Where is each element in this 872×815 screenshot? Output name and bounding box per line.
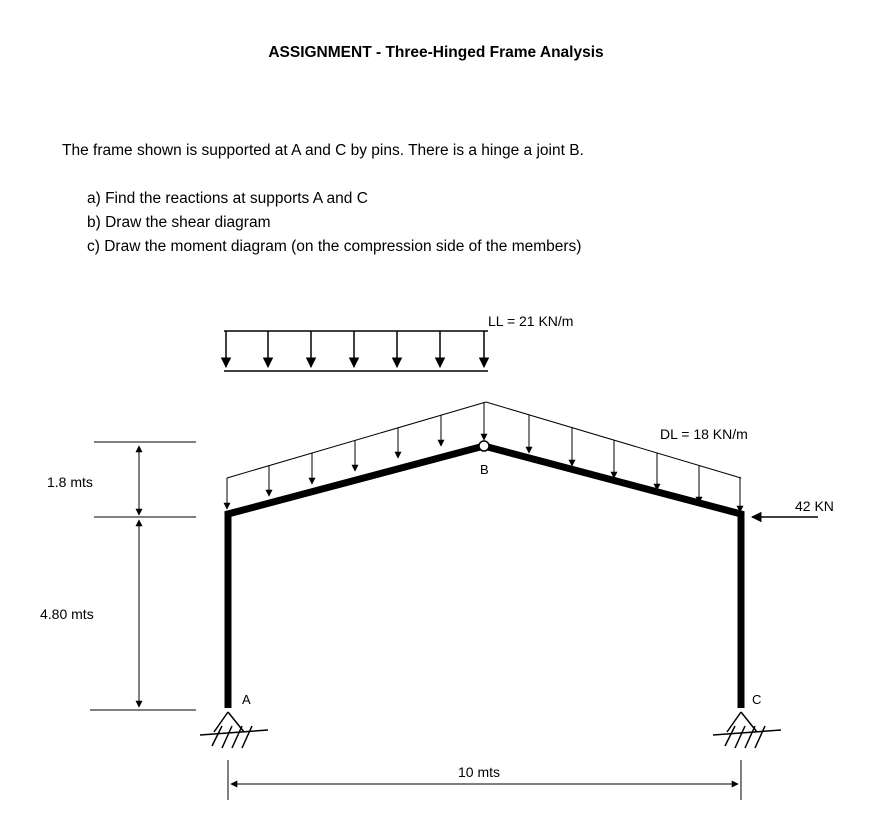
live-load-label: LL = 21 KN/m [488,313,574,329]
vertical-dimensions [90,442,196,710]
label-a: A [242,692,251,707]
dead-load-label: DL = 18 KN/m [660,426,748,442]
support-c [713,712,781,748]
label-c: C [752,692,762,707]
intro-paragraph: The frame shown is supported at A and C by pins. There is a hinge a joint B. [62,142,584,159]
hinge-b [479,441,489,451]
task-a: a) Find the reactions at supports A and C [87,190,368,207]
page-title: ASSIGNMENT - Three-Hinged Frame Analysis [268,44,604,61]
dim-column-label: 4.80 mts [40,606,94,622]
support-a [200,712,268,748]
task-c: c) Draw the moment diagram (on the compression side of the members) [87,238,582,255]
label-b: B [480,462,489,477]
frame-members [228,446,741,708]
dim-rise-label: 1.8 mts [47,474,93,490]
task-b: b) Draw the shear diagram [87,214,271,231]
dim-span-label: 10 mts [458,764,501,780]
point-load-label: 42 KN [795,498,834,514]
live-load-block [224,331,488,371]
